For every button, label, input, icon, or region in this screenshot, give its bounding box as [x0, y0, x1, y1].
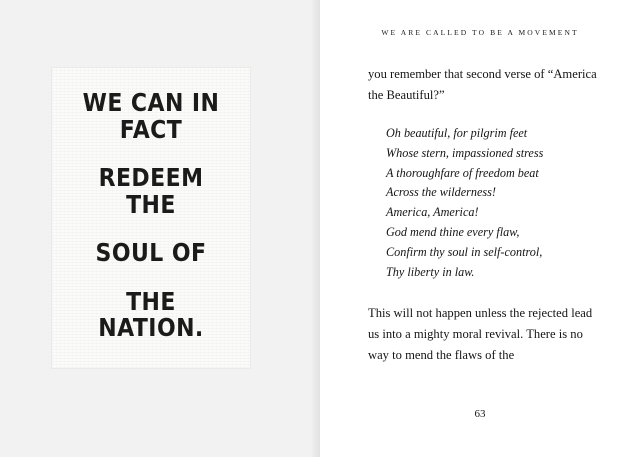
poster-image [52, 68, 250, 368]
paragraph-2: This will not happen unless the rejected lead us into a mighty moral revival. There is no way to mend the flaws of the [368, 305, 593, 362]
poem-line: Oh beautiful, for pilgrim feet [386, 125, 528, 140]
poster-line-1: WE CAN IN FACT [82, 88, 220, 144]
paragraph-1: you remember that second verse of “America the Beautiful?” [368, 67, 597, 102]
poem-line: Thy liberty in law. [386, 265, 475, 280]
body-column [368, 64, 598, 366]
poem-block [386, 124, 598, 283]
poster-line-3: SOUL OF [95, 238, 207, 268]
poem-line: Across the wilderness! [386, 185, 496, 200]
poster-line-4: THE NATION. [98, 286, 204, 343]
poem-line: Whose stern, impassioned stress [386, 145, 544, 160]
running-head: WE ARE CALLED TO BE A MOVEMENT [381, 28, 579, 37]
poem-line: A thoroughfare of freedom beat [386, 165, 539, 180]
poster-text-block [52, 68, 250, 368]
poster-line-2: REDEEM THE [98, 163, 204, 219]
page-number: 63 [474, 408, 486, 420]
page-gutter-shadow [310, 0, 320, 457]
poem-line: God mend thine every flaw, [386, 225, 520, 240]
poem-line: Confirm thy soul in self-control, [386, 245, 543, 260]
poem-line: America, America! [386, 205, 479, 220]
right-page [320, 0, 640, 457]
